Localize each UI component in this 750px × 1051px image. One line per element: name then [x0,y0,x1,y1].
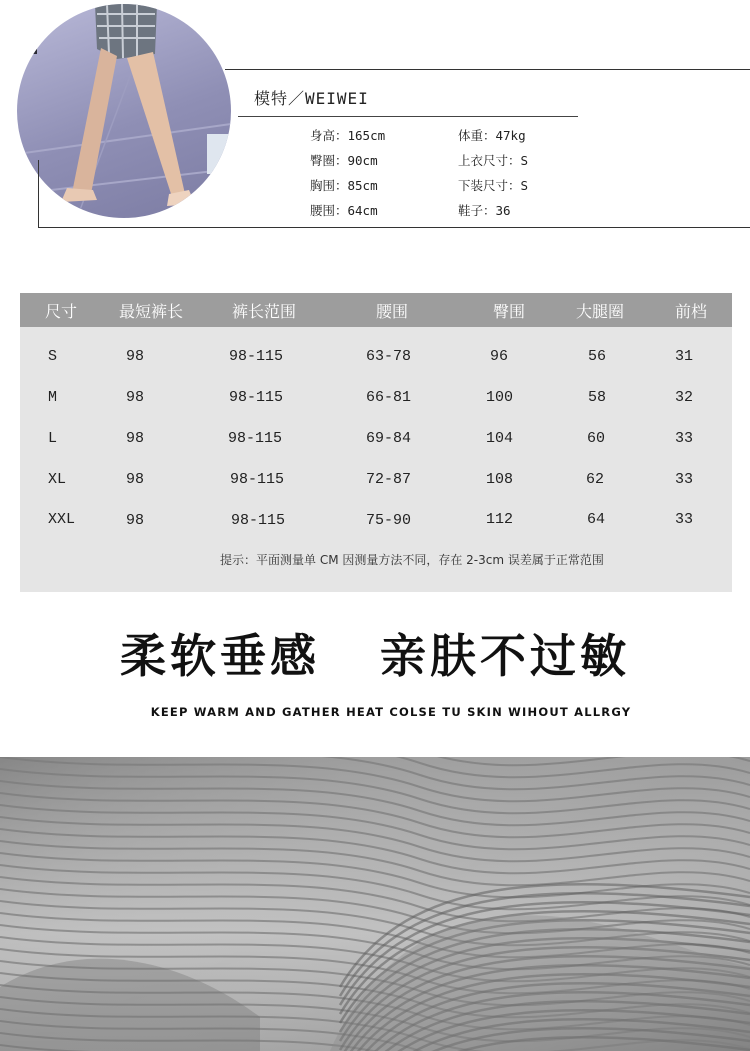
table-cell: 98 [126,430,145,447]
header-size: 尺寸 [45,302,78,321]
table-cell: 56 [588,348,607,365]
table-cell: XXL [48,511,76,528]
table-cell: 98 [126,512,145,529]
size-table [20,293,732,592]
table-cell: 75-90 [366,512,412,529]
slogan-subline: KEEP WARM AND GATHER HEAT COLSE TU SKIN WIHOUT ALLRGY [150,705,632,719]
table-cell: 58 [588,389,607,406]
table-cell: 104 [486,430,514,447]
table-cell: 63-78 [366,348,412,365]
table-cell: 60 [587,430,606,447]
size-table-header [20,293,732,327]
table-cell: 98-115 [229,348,284,365]
table-cell: 69-84 [366,430,412,447]
table-cell: S [48,348,58,365]
table-cell: 33 [675,511,694,528]
name-underline [238,116,578,117]
table-cell: XL [48,471,67,488]
header-thigh: 大腿圈 [576,302,625,321]
info-frame-left [38,160,39,228]
fabric-closeup-photo [0,757,750,1051]
table-cell: 33 [675,430,694,447]
table-cell: 98-115 [230,471,285,488]
stat-waist: 腰围：64cm [310,203,378,218]
header-min-length: 最短裤长 [119,302,184,321]
table-cell: 62 [586,471,605,488]
table-cell: 108 [486,471,514,488]
slogan-left: 柔软垂感 [120,629,320,683]
table-cell: 98 [126,389,145,406]
table-cell: 72-87 [366,471,412,488]
table-cell: 96 [490,348,509,365]
stat-shoes: 鞋子：36 [458,203,511,218]
table-cell: 31 [675,348,694,365]
table-cell: 100 [486,389,514,406]
stat-hip: 臀圈：90cm [310,153,378,168]
stat-height: 身高：165cm [310,128,386,143]
stat-bottom-size: 下装尺寸：S [458,178,529,193]
table-cell: M [48,389,58,406]
stat-weight: 体重：47kg [458,128,526,143]
table-cell: 66-81 [366,389,412,406]
table-cell: 98-115 [231,512,286,529]
table-cell: 64 [587,511,606,528]
header-waist: 腰围 [376,302,409,321]
table-cell: 98 [126,348,145,365]
stat-top-size: 上衣尺寸：S [458,153,529,168]
table-cell: 112 [486,511,514,528]
info-frame-top [225,69,750,70]
slogan-heading [0,620,750,686]
header-hip: 臀围 [493,302,526,321]
model-photo [17,4,231,218]
slogan-right: 亲肤不过敏 [380,629,630,683]
measurement-tip: 提示：平面测量单 CM 因测量方法不同，存在 2-3cm 误差属于正常范围 [220,553,604,567]
table-cell: 33 [675,471,694,488]
table-cell: L [48,430,58,447]
header-length-range: 裤长范围 [232,302,297,321]
info-frame-bottom [38,227,750,228]
table-cell: 98-115 [229,389,284,406]
table-cell: 98-115 [228,430,283,447]
table-cell: 32 [675,389,694,406]
stat-chest: 胸围：85cm [310,178,378,193]
header-front-rise: 前档 [675,302,708,321]
table-cell: 98 [126,471,145,488]
model-name: 模特／WEIWEI [254,89,369,108]
